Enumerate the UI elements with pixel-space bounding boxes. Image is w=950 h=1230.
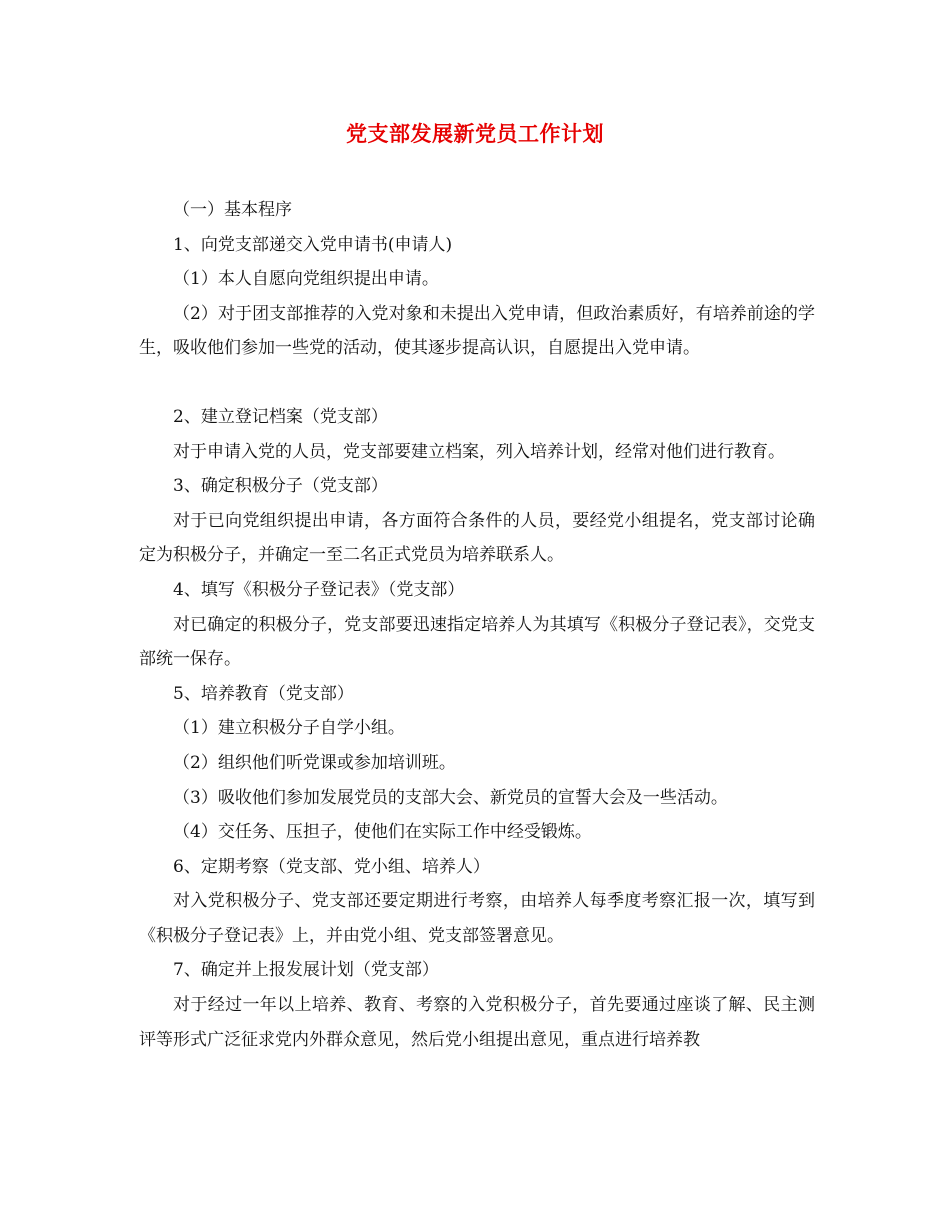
step-5-item-4: （4）交任务、压担子，使他们在实际工作中经受锻炼。 (173, 822, 592, 843)
paragraph-gap (139, 366, 815, 400)
step-5-item-2: （2）组织他们听党课或参加培训班。 (173, 752, 456, 773)
document-body (139, 193, 815, 1057)
step-6-text: 对入党积极分子、党支部还要定期进行考察，由培养人每季度考察汇报一次，填写到《积极分子登记表》上，并由党小组、党支部签署意见。 (139, 891, 815, 946)
step-5-heading: 5、培养教育（党支部） (173, 683, 354, 704)
step-7-heading: 7、确定并上报发展计划（党支部） (173, 960, 439, 981)
step-3-text: 对于已向党组织提出申请，各方面符合条件的人员，要经党小组提名，党支部讨论确定为积极分子，并确定一至二名正式党员为培养联系人。 (139, 510, 815, 566)
section-heading-basic-procedure: （一）基本程序 (173, 200, 292, 220)
step-4-heading: 4、填写《积极分子登记表》（党支部） (173, 579, 465, 600)
step-2-text: 对于申请入党的人员，党支部要建立档案，列入培养计划，经常对他们进行教育。 (173, 441, 785, 462)
step-7-text: 对于经过一年以上培养、教育、考察的入党积极分子，首先要通过座谈了解、民主测评等形式广泛征求党内外群众意见，然后党小组提出意见，重点进行培养教 (139, 995, 815, 1050)
step-2-heading: 2、建立登记档案（党支部） (173, 406, 388, 427)
step-3-heading: 3、确定积极分子（党支部） (173, 476, 388, 497)
step-5-item-3: （3）吸收他们参加发展党员的支部大会、新党员的宣誓大会及一些活动。 (173, 787, 728, 808)
document-title: 党支部发展新党员工作计划 (346, 121, 604, 146)
step-5-item-1: （1）建立积极分子自学小组。 (173, 718, 405, 739)
step-4-text: 对已确定的积极分子，党支部要迅速指定培养人为其填写《积极分子登记表》，交党支部统一保存。 (139, 614, 815, 670)
step-6-heading: 6、定期考察（党支部、党小组、培养人） (173, 856, 490, 877)
step-1-item-2: （2）对于团支部推荐的入党对象和未提出入党申请，但政治素质好，有培养前途的学生，吸收他们参加一些党的活动，使其逐步提高认识，自愿提出入党申请。 (139, 303, 815, 359)
step-1-heading: 1、向党支部递交入党申请书(申请人) (173, 234, 453, 255)
step-1-item-1: （1）本人自愿向党组织提出申请。 (173, 269, 439, 290)
